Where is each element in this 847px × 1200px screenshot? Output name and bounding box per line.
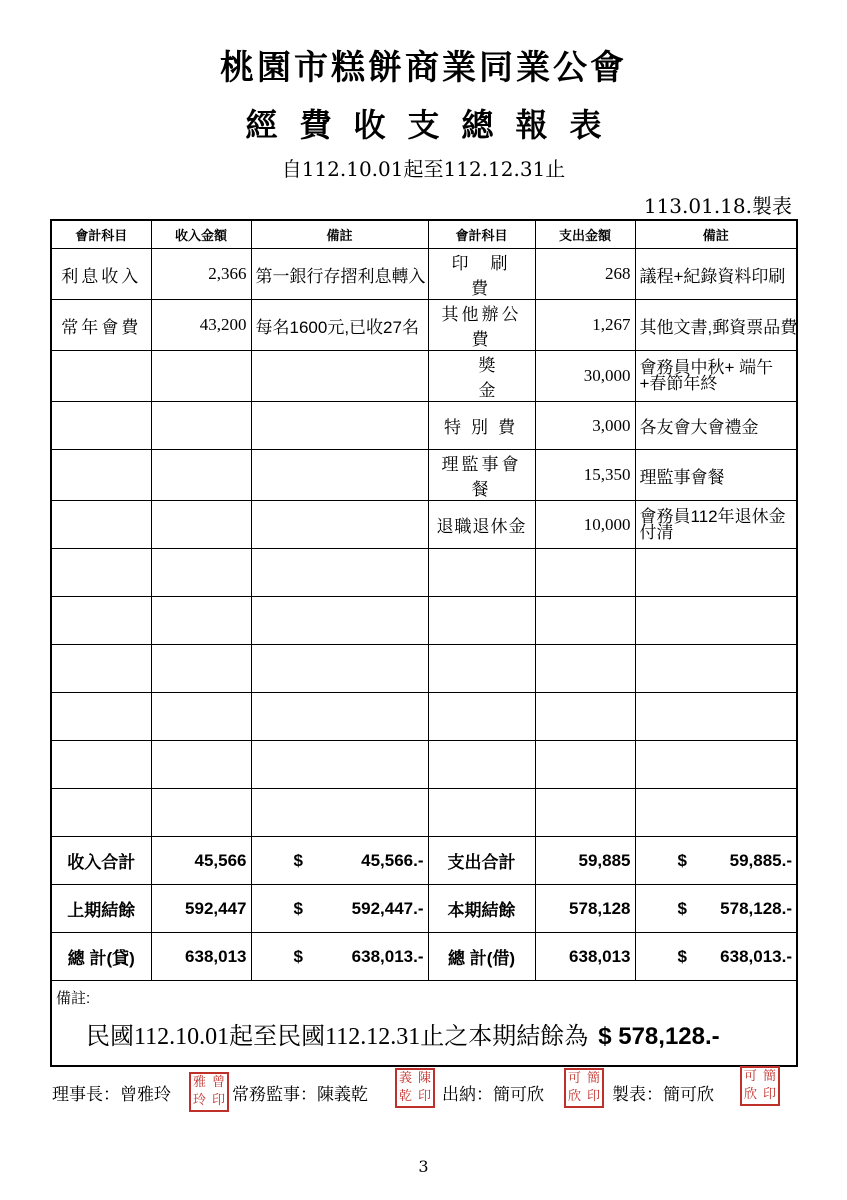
seal-char: 印 [586, 1089, 600, 1104]
income-subject [51, 351, 151, 402]
income-subject [51, 402, 151, 450]
income-amount [151, 450, 251, 501]
income-amount: 2,366 [151, 249, 251, 300]
ledger-table [50, 219, 798, 1067]
grand-credit: 638,013 [151, 933, 251, 981]
header-expense-subject: 會計科目 [428, 220, 535, 249]
expense-subject: 理監事會餐 [428, 450, 535, 501]
income-subject: 利息收入 [51, 249, 151, 300]
expense-note: 各友會大會禮金 [635, 402, 797, 450]
income-subject [51, 450, 151, 501]
income-note: 第一銀行存摺利息轉入 [251, 249, 428, 300]
seal-char: 陳 [417, 1071, 431, 1086]
empty-row [51, 693, 797, 741]
header-row [51, 220, 797, 249]
seal-char: 可 [744, 1069, 758, 1084]
empty-row [51, 741, 797, 789]
grand-debit-dollar-value: 638,013.- [720, 946, 792, 966]
header-expense-amount: 支出金額 [535, 220, 635, 249]
table-row [51, 351, 797, 402]
expense-amount: 15,350 [535, 450, 635, 501]
expense-subject: 特別費 [428, 402, 535, 450]
seal-char: 印 [417, 1089, 431, 1104]
income-amount: 43,200 [151, 300, 251, 351]
expense-subject: 其他辦公費 [428, 300, 535, 351]
seal-char: 雅 [193, 1075, 207, 1090]
seal-char: 簡 [586, 1071, 600, 1086]
dollar-sign: $ [293, 850, 303, 870]
expense-amount: 1,267 [535, 300, 635, 351]
remark-cell [51, 981, 797, 1067]
dollar-sign: $ [677, 898, 687, 918]
empty-row [51, 789, 797, 837]
expense-subject: 印刷費 [428, 249, 535, 300]
expense-note: 理監事會餐 [635, 450, 797, 501]
seal-char: 玲 [193, 1093, 207, 1108]
dollar-sign: $ [677, 946, 687, 966]
supervisor-signature: 常務監事：陳義乾 [232, 1085, 368, 1105]
total-row [51, 837, 797, 885]
dollar-sign: $ [293, 898, 303, 918]
expense-total-dollar-value: 59,885.- [729, 850, 792, 870]
prev-balance-label: 上期結餘 [51, 885, 151, 933]
empty-row [51, 597, 797, 645]
seal-char: 曾 [211, 1075, 225, 1090]
income-note: 每名1600元,已收27名 [251, 300, 428, 351]
seal-char: 欣 [744, 1087, 758, 1102]
cashier-seal [564, 1068, 604, 1108]
dollar-sign: $ [293, 946, 303, 966]
balance-row [51, 885, 797, 933]
income-amount [151, 501, 251, 549]
curr-balance-dollar-value: 578,128.- [720, 898, 792, 918]
expense-note: 會務員112年退休金付清 [635, 501, 797, 549]
prev-balance-dollar [251, 885, 428, 933]
page-number: 3 [418, 1157, 429, 1176]
expense-amount: 10,000 [535, 501, 635, 549]
supervisor-seal [395, 1068, 435, 1108]
expense-amount: 30,000 [535, 351, 635, 402]
made-date: 113.01.18.製表 [643, 194, 792, 218]
remark-row [51, 981, 797, 1067]
header-expense-note: 備註 [635, 220, 797, 249]
grand-credit-label: 總 計(貸) [51, 933, 151, 981]
empty-row [51, 645, 797, 693]
grand-debit-dollar [635, 933, 797, 981]
expense-note: 其他文書,郵資票品費 [635, 300, 797, 351]
grand-credit-dollar-value: 638,013.- [351, 946, 424, 966]
expense-note: 議程+紀錄資料印刷 [635, 249, 797, 300]
table-row [51, 402, 797, 450]
curr-balance-dollar [635, 885, 797, 933]
report-subtitle: 經費收支總報表 [245, 106, 624, 144]
income-subject [51, 501, 151, 549]
remark-text: 民國112.10.01起至民國112.12.31止之本期結餘為 [86, 1024, 589, 1050]
chairman-seal [189, 1072, 229, 1112]
prev-balance-dollar-value: 592,447.- [351, 898, 424, 918]
signature-line [52, 1069, 812, 1118]
seal-char: 欣 [568, 1089, 582, 1104]
income-note [251, 450, 428, 501]
preparer-signature: 製表：簡可欣 [612, 1085, 714, 1105]
curr-balance-label: 本期結餘 [428, 885, 535, 933]
remark-sentence [56, 1016, 792, 1051]
income-note [251, 501, 428, 549]
empty-row [51, 549, 797, 597]
seal-char: 印 [762, 1087, 776, 1102]
expense-total-label: 支出合計 [428, 837, 535, 885]
income-amount [151, 351, 251, 402]
seal-char: 可 [568, 1071, 582, 1086]
chairman-signature: 理事長：曾雅玲 [52, 1085, 171, 1105]
expense-note: 會務員中秋+ 端午+春節年終 [635, 351, 797, 402]
income-subject: 常年會費 [51, 300, 151, 351]
table-row [51, 450, 797, 501]
seal-char: 簡 [762, 1069, 776, 1084]
table-row [51, 300, 797, 351]
table-row [51, 249, 797, 300]
grand-total-row [51, 933, 797, 981]
prev-balance: 592,447 [151, 885, 251, 933]
income-total-dollar [251, 837, 428, 885]
expense-total-dollar [635, 837, 797, 885]
seal-char: 義 [399, 1071, 413, 1086]
expense-subject: 退職退休金 [428, 501, 535, 549]
curr-balance: 578,128 [535, 885, 635, 933]
income-total-label: 收入合計 [51, 837, 151, 885]
cashier-signature: 出納：簡可欣 [442, 1085, 544, 1105]
preparer-seal [740, 1066, 780, 1106]
table-row [51, 501, 797, 549]
report-title: 桃園市糕餅商業同業公會 [220, 48, 627, 88]
seal-char: 乾 [399, 1089, 413, 1104]
dollar-sign: $ [677, 850, 687, 870]
income-total-dollar-value: 45,566.- [361, 850, 424, 870]
income-amount [151, 402, 251, 450]
income-note [251, 402, 428, 450]
income-note [251, 351, 428, 402]
expense-total: 59,885 [535, 837, 635, 885]
expense-amount: 3,000 [535, 402, 635, 450]
expense-amount: 268 [535, 249, 635, 300]
grand-credit-dollar [251, 933, 428, 981]
header-income-subject: 會計科目 [51, 220, 151, 249]
header-income-note: 備註 [251, 220, 428, 249]
expense-subject: 獎金 [428, 351, 535, 402]
seal-char: 印 [211, 1093, 225, 1108]
header-income-amount: 收入金額 [151, 220, 251, 249]
grand-debit-label: 總 計(借) [428, 933, 535, 981]
income-total: 45,566 [151, 837, 251, 885]
grand-debit: 638,013 [535, 933, 635, 981]
remark-label: 備註: [56, 990, 91, 1007]
remark-amount: $ 578,128.- [598, 1023, 720, 1050]
report-period: 自112.10.01起至112.12.31止 [281, 157, 566, 181]
